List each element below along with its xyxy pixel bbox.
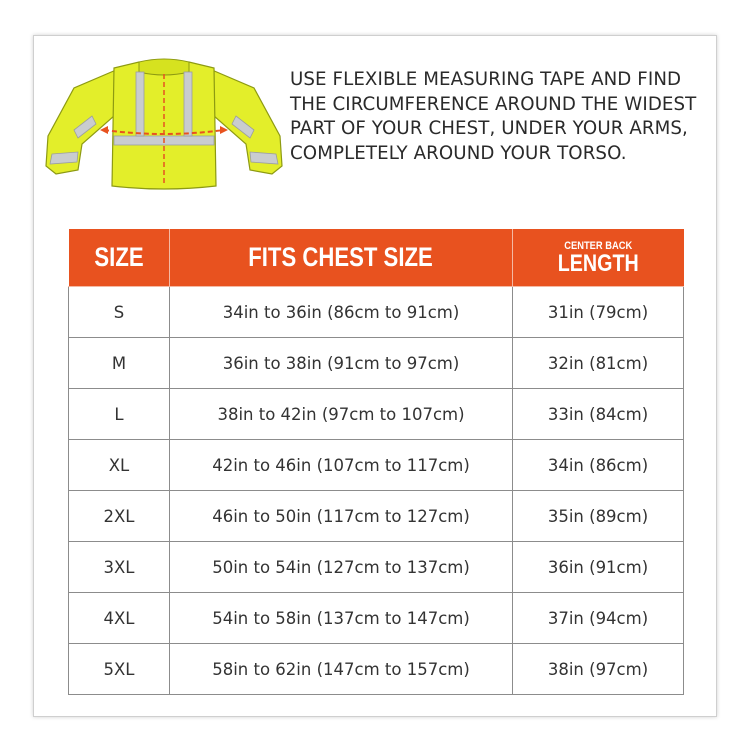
size-cell: 5XL [69,644,170,695]
header-size: SIZE [69,229,170,287]
length-cell: 34in (86cm) [513,440,684,491]
size-cell: 3XL [69,542,170,593]
size-cell: L [69,389,170,440]
chest-cell: 38in to 42in (97cm to 107cm) [170,389,513,440]
length-cell: 35in (89cm) [513,491,684,542]
table-row [69,644,684,695]
header-chest: FITS CHEST SIZE [170,229,513,287]
chest-cell: 42in to 46in (107cm to 117cm) [170,440,513,491]
measuring-instructions: USE FLEXIBLE MEASURING TAPE AND FIND THE CIRCUMFERENCE AROUND THE WIDEST PART OF YOUR CHEST, UNDER YOUR ARMS, COMPLETELY AROUND YOUR TORSO. [290,69,697,164]
table-row [69,593,684,644]
chest-cell: 50in to 54in (127cm to 137cm) [170,542,513,593]
size-cell: XL [69,440,170,491]
length-cell: 36in (91cm) [513,542,684,593]
table-row [69,440,684,491]
table-row [69,338,684,389]
size-chart-table [68,229,684,695]
length-cell: 37in (94cm) [513,593,684,644]
table-row [69,542,684,593]
chest-cell: 58in to 62in (147cm to 157cm) [170,644,513,695]
size-cell: 4XL [69,593,170,644]
table-header-row [69,229,684,287]
chest-cell: 54in to 58in (137cm to 147cm) [170,593,513,644]
length-cell: 33in (84cm) [513,389,684,440]
length-cell: 38in (97cm) [513,644,684,695]
size-cell: 2XL [69,491,170,542]
chest-cell: 46in to 50in (117cm to 127cm) [170,491,513,542]
jacket-illustration [44,58,284,198]
chest-cell: 36in to 38in (91cm to 97cm) [170,338,513,389]
length-cell: 31in (79cm) [513,287,684,338]
size-cell: M [69,338,170,389]
table-row [69,389,684,440]
size-cell: S [69,287,170,338]
table-row [69,287,684,338]
length-cell: 32in (81cm) [513,338,684,389]
table-row [69,491,684,542]
header-length: CENTER BACK LENGTH [513,229,684,287]
chest-cell: 34in to 36in (86cm to 91cm) [170,287,513,338]
